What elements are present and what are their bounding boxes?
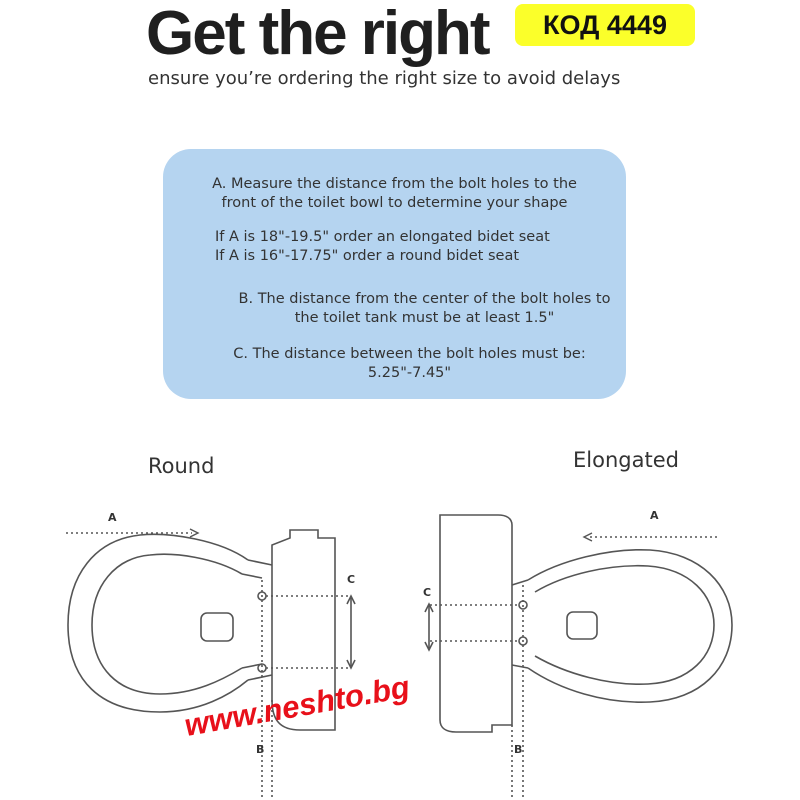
page-title: Get the right — [146, 0, 489, 68]
elongated-marker-b: B — [514, 743, 523, 756]
round-marker-c: C — [347, 573, 356, 586]
round-marker-b: B — [256, 743, 265, 756]
elongated-bowl-outer — [528, 550, 732, 702]
elongated-label: Elongated — [573, 448, 679, 472]
instruction-a: A. Measure the distance from the bolt holes to the front of the toilet bowl to determine your shape — [212, 176, 577, 211]
product-code-badge: КОД 4449 — [515, 4, 695, 46]
shape-rule: If A is 18"-19.5" order an elongated bidet seat If A is 16"-17.75" order a round bidet seat — [215, 229, 550, 264]
page-subtitle: ensure you’re ordering the right size to avoid delays — [148, 68, 621, 89]
elongated-marker-a: A — [650, 509, 659, 522]
round-label: Round — [148, 454, 215, 478]
watermark-logo: www.neshto.bg — [181, 668, 413, 744]
elongated-toilet-diagram — [425, 515, 732, 800]
elongated-tank — [440, 515, 512, 732]
round-hinge-icon — [201, 613, 233, 641]
round-bowl-inner — [92, 554, 242, 694]
elongated-marker-c: C — [423, 586, 432, 599]
round-bowl-outer — [68, 534, 248, 712]
instruction-b: B. The distance from the center of the bolt holes to the toilet tank must be at least 1.5" — [238, 291, 611, 326]
instruction-c: C. The distance between the bolt holes must be: 5.25"-7.45" — [233, 346, 586, 381]
round-marker-a: A — [108, 511, 117, 524]
round-toilet-diagram — [66, 529, 355, 800]
elongated-bowl-inner — [535, 566, 714, 684]
elongated-hinge-icon — [567, 612, 597, 639]
